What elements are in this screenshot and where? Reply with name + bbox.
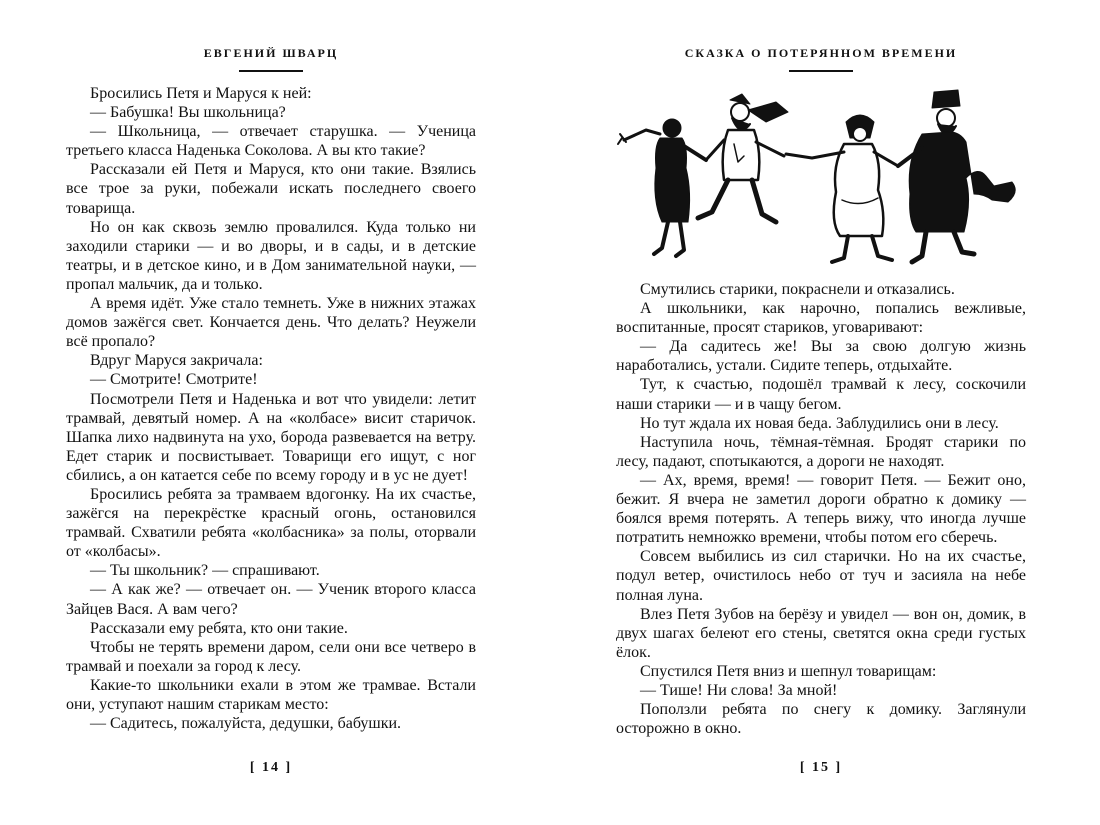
running-head-text: ЕВГЕНИЙ ШВАРЦ [203,46,339,60]
paragraph: Вдруг Маруся закричала: [90,352,263,370]
old-man-in-cap-figure [698,94,788,222]
paragraph: Наступила ночь, тёмная-тёмная. Бродят старики по лесу, падают, спотыкаются, а дороги не находят. [616,433,1026,470]
left-page-text [66,84,476,733]
running-head-title [616,46,1026,72]
page-number: [ 15 ] [799,760,843,775]
paragraph: Рассказали ему ребята, кто они такие. [90,619,348,637]
illustration-drawing [616,82,1026,272]
paragraph: Спустился Петя вниз и шепнул товарищам: [640,662,937,680]
dancing-elders-illustration [616,82,1026,272]
paragraph: Бросились ребята за трамваем вдогонку. На их счастье, зажёгся на перекрёстке красный огонь, остановился трамвай. Схватили ребята «колбасника» за полы, оторвали от «колбасы». [66,485,476,561]
paragraph: — Садитесь, пожалуйста, дедушки, бабушки. [90,715,402,733]
old-man-fur-hat-figure [898,90,1015,262]
paragraph: — Смотрите! Смотрите! [90,371,258,389]
running-head-rule [239,70,303,72]
paragraph: — Ах, время, время! — говорит Петя. — Бежит оно, бежит. Я вчера не заметил дороги обратно к домику — боялся время потерять. А теперь вижу, что иногда лучше потратить немножко времени, чтобы потом его сберечь. [616,471,1026,547]
page-number: [ 14 ] [249,760,293,775]
running-head-text: СКАЗКА О ПОТЕРЯННОМ ВРЕМЕНИ [684,46,958,60]
old-woman-kerchief-figure [786,115,898,262]
paragraph: Но он как сквозь землю провалился. Куда только ни заходили старики — и во дворы, и в сады, и в детские театры, и в детское кино, и в Дом занимательной науки, — пропал мальчик, да и только. [66,218,476,293]
running-head-author [66,46,476,72]
paragraph: Поползли ребята по снегу к домику. Заглянули осторожно в окно. [616,701,1026,738]
paragraph: Смутились старики, покраснели и отказались. [640,281,955,298]
paragraph: — Тише! Ни слова! За мной! [640,681,838,699]
right-page [616,0,1026,825]
paragraph: — Школьница, — отвечает старушка. — Ученица третьего класса Наденька Соколова. А вы кто такие? [66,123,476,160]
paragraph: Тут, к счастью, подошёл трамвай к лесу, соскочили наши старики — и в чащу бегом. [616,376,1026,413]
paragraph: Влез Петя Зубов на берёзу и увидел — вон он, домик, в двух шагах белеют его стены, светятся окна среди густых ёлок. [616,605,1026,661]
paragraph: Чтобы не терять времени даром, сели они все четверо в трамвай и поехали за город к лесу. [66,638,476,675]
paragraph: Рассказали ей Петя и Маруся, кто они такие. Взялись все трое за руки, побежали искать последнего своего товарища. [66,161,476,217]
old-woman-figure [618,119,706,256]
paragraph: Бросились Петя и Маруся к ней: [90,85,312,102]
left-page [66,0,476,825]
paragraph: — Да садитесь же! Вы за свою долгую жизнь наработались, устали. Сидите теперь, отдыхайте. [616,338,1026,375]
paragraph: — А как же? — отвечает он. — Ученик второго класса Зайцев Вася. А вам чего? [66,581,476,618]
paragraph: А школьники, как нарочно, попались вежливые, воспитанные, просят стариков, уговаривают: [616,300,1026,337]
right-page-text [616,280,1026,738]
paragraph: — Ты школьник? — спрашивают. [90,562,320,580]
paragraph: А время идёт. Уже стало темнеть. Уже в нижних этажах домов зажёгся свет. Кончается день. Что делать? Неужели всё пропало? [66,295,476,351]
paragraph: Но тут ждала их новая беда. Заблудились они в лесу. [640,414,999,432]
running-head-rule [789,70,853,72]
paragraph: Какие-то школьники ехали в этом же трамвае. Встали они, уступают нашим старикам место: [66,676,476,713]
paragraph: — Бабушка! Вы школьница? [90,104,286,122]
paragraph: Совсем выбились из сил старички. Но на их счастье, подул ветер, очистилось небо от туч и засияла на небе полная луна. [616,548,1026,604]
paragraph: Посмотрели Петя и Наденька и вот что увидели: летит трамвай, девятый номер. А на «колбасе» висит старичок. Шапка лихо надвинута на ухо, борода развевается на ветру. Едет старик и посвистывает. Товарищи его ищут, с ног сбились, а он катается себе по всему городу и в ус не дует! [66,390,476,484]
